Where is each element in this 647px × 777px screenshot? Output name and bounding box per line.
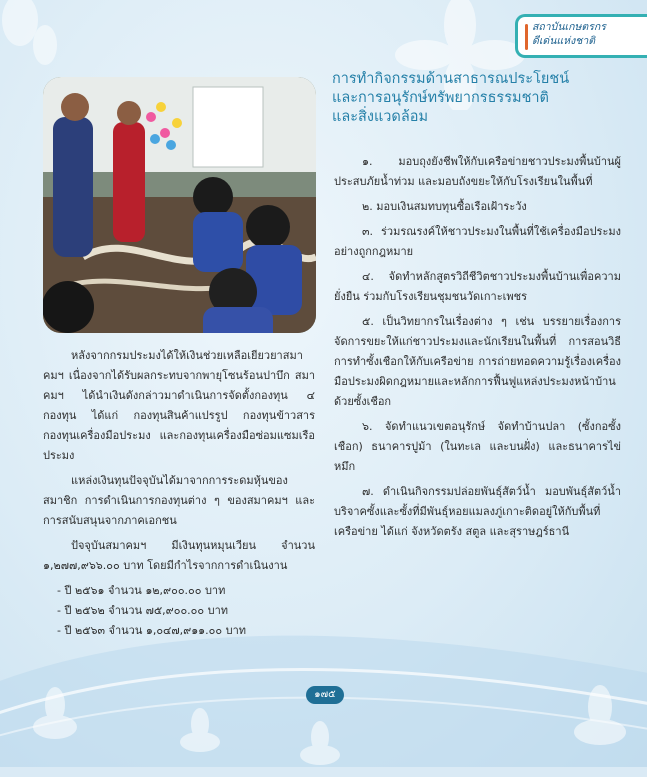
section-heading — [332, 70, 622, 127]
list-item: ๒. มอบเงินสมทบทุนซื้อเรือเฝ้าระวัง — [362, 200, 527, 213]
list-item: ๗. ดำเนินกิจกรรมปล่อยพันธุ์สัตว์น้ำ มอบพันธุ์สัตว์น้ำ บริจาคซั้งและซั้งที่มีพันธุ์หอยแมลงภู่เกาะติดอยู่ให้กับพื้นที่เครือข่าย ได้แก่ จังหวัดตรัง สตูล และสุราษฎร์ธานี — [334, 485, 621, 538]
institution-header-tag — [515, 14, 647, 58]
body-paragraph: ปัจจุบันสมาคมฯ มีเงินทุนหมุนเวียน จำนวน ๑,๒๗๗,๙๖๖.๐๐ บาท โดยมีกำไรจากการดำเนินงาน — [43, 539, 315, 572]
heading-line-2: และการอนุรักษ์ทรัพยากรธรรมชาติ — [332, 90, 549, 106]
fund-description — [43, 346, 315, 641]
list-item: ๑. มอบถุงยังชีพให้กับเครือข่ายชาวประมงพื้นบ้านผู้ประสบภัยน้ำท่วม และมอบถังขยะให้กับโรงเรียนในพื้นที่ — [334, 155, 621, 188]
profit-item: - ปี ๒๕๖๒ จำนวน ๗๕,๙๐๐.๐๐ บาท — [57, 604, 228, 617]
flower-decoration-icon — [0, 0, 60, 70]
list-item: ๖. จัดทำแนวเขตอนุรักษ์ จัดทำบ้านปลา (ซั้งกอซั้งเชือก) ธนาคารปูม้า (ในทะเล และบนฝั่ง) และธนาคารไข่หมึก — [334, 420, 621, 473]
list-item: ๕. เป็นวิทยากรในเรื่องต่าง ๆ เช่น บรรยายเรื่องการจัดการขยะให้แก่ชาวประมงและนักเรียนในพื้นที่ การสอนวิธีการทำซั้งเชือกให้กับเครือข่าย การถ่ายทอดความรู้เรื่องเครื่องมือประมงผิดกฎหมายและหลักการฟื้นฟูแหล่งประมงหน้าบ้านด้วยซั้งเชือก — [334, 315, 621, 408]
tag-accent-bar — [525, 24, 528, 50]
page-number: ๑๗๕ — [306, 686, 344, 704]
list-item: ๔. จัดทำหลักสูตรวิถีชีวิตชาวประมงพื้นบ้านเพื่อความยั่งยืน ร่วมกับโรงเรียนชุมชนวัดเกาะเพชร — [334, 270, 621, 303]
heading-line-1: การทำกิจกรรมด้านสาธารณประโยชน์ — [332, 71, 570, 87]
heading-line-3: และสิ่งแวดล้อม — [332, 109, 429, 125]
body-paragraph: หลังจากกรมประมงได้ให้เงินช่วยเหลือเยียวยาสมาคมฯ เนื่องจากได้รับผลกระทบจากพายุโซนร้อนปาบึก สมาคมฯ ได้นำเงินดังกล่าวมาดำเนินการจัดตั้งกองทุน ๔ กองทุน ได้แก่ กองทุนสินค้าแปรรูป กองทุนข้าวสาร กองทุนเครื่องมือประมง และกองทุนเครื่องมือซ่อมแซมเรือประมง — [43, 349, 315, 462]
activity-list — [334, 152, 621, 547]
tag-line-2: ดีเด่นแห่งชาติ — [532, 35, 596, 47]
activity-photo — [43, 77, 316, 333]
tag-line-1: สถาบันเกษตรกร — [532, 21, 606, 33]
profit-item: - ปี ๒๕๖๓ จำนวน ๑,๐๔๗,๙๑๑.๐๐ บาท — [57, 624, 246, 637]
list-item: ๓. ร่วมรณรงค์ให้ชาวประมงในพื้นที่ใช้เครื่องมือประมงอย่างถูกกฎหมาย — [334, 225, 621, 258]
body-paragraph: แหล่งเงินทุนปัจจุบันได้มาจากการระดมหุ้นของสมาชิก การดำเนินการกองทุนต่าง ๆ ของสมาคมฯ และการสนับสนุนจากภาคเอกชน — [43, 474, 315, 527]
profit-item: - ปี ๒๕๖๑ จำนวน ๑๒,๙๐๐.๐๐ บาท — [57, 584, 226, 597]
